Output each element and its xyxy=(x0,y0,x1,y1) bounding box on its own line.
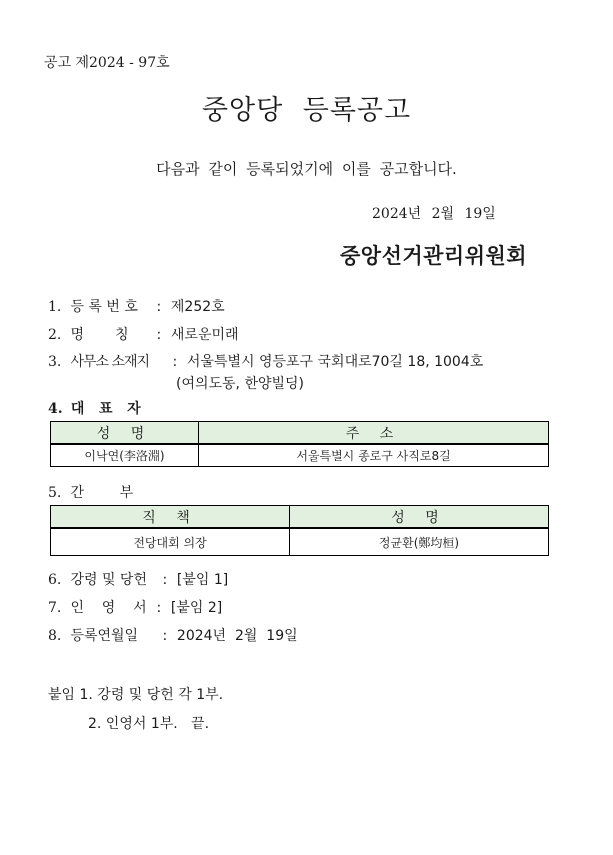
item-colon: : xyxy=(156,299,162,315)
item-value: 서울특별시 영등포구 국회대로70길 18, 1004호 xyxy=(186,354,484,370)
item-colon: : xyxy=(162,572,168,588)
item-label: 강령 및 당헌 xyxy=(70,572,147,588)
notice-number: 공고 제2024 - 97호 xyxy=(44,55,170,71)
item-value: [붙임 1] xyxy=(176,572,229,588)
item-number: 4. xyxy=(48,401,63,417)
item-value: 새로운미래 xyxy=(170,327,239,343)
representative-table xyxy=(50,421,549,467)
attachment-line-1: 붙임 1. 강령 및 당헌 각 1부. xyxy=(48,687,224,703)
item-number: 3. xyxy=(48,354,62,370)
item-number: 2. xyxy=(48,327,62,343)
column-header-address: 주 소 xyxy=(199,422,549,445)
column-header-position: 직 책 xyxy=(51,506,290,529)
item-seal xyxy=(48,597,222,617)
item-label: 등록연월일 xyxy=(70,628,139,644)
table-row xyxy=(51,444,549,467)
item-number: 1. xyxy=(48,299,62,315)
item-party-name xyxy=(48,324,239,344)
item-representative xyxy=(48,398,183,418)
item-number: 7. xyxy=(48,600,62,616)
item-label: 대 표 자 xyxy=(70,401,141,417)
item-label: 사무소 소재지 xyxy=(70,354,150,370)
item-number: 5. xyxy=(48,485,62,501)
representative-name: 이낙연(李洛淵) xyxy=(51,444,199,467)
table-header-row xyxy=(51,506,549,529)
item-platform-constitution xyxy=(48,569,228,589)
officer-position: 전당대회 의장 xyxy=(51,528,290,556)
officers-table xyxy=(50,505,549,556)
notice-date: 2024년 2월 19일 xyxy=(372,206,496,222)
item-label: 명 칭 xyxy=(70,327,129,343)
item-number: 8. xyxy=(48,628,62,644)
item-label: 인 영 서 xyxy=(70,600,147,616)
table-header-row xyxy=(51,422,549,445)
issuer-name: 중앙선거관리위원회 xyxy=(340,244,528,268)
item-value: 제252호 xyxy=(170,299,225,315)
item-number: 6. xyxy=(48,572,62,588)
item-office-address xyxy=(48,351,483,371)
item-colon: : xyxy=(156,327,162,343)
item-label: 등 록 번 호 xyxy=(70,299,138,315)
table-row xyxy=(51,528,549,556)
item-colon: : xyxy=(156,600,162,616)
item-value: [붙임 2] xyxy=(170,600,223,616)
item-colon: : xyxy=(172,354,178,370)
office-address-line2: (여의도동, 한양빌딩) xyxy=(176,376,305,392)
item-value: 2024년 2월 19일 xyxy=(176,628,298,644)
item-colon: : xyxy=(162,628,168,644)
item-registration-date xyxy=(48,625,298,645)
column-header-name: 성 명 xyxy=(290,506,549,529)
attachment-line-2: 2. 인영서 1부. 끝. xyxy=(88,716,210,732)
item-label: 간 부 xyxy=(70,485,134,501)
item-officers xyxy=(48,482,182,502)
item-registration-number xyxy=(48,296,225,316)
representative-address: 서울특별시 종로구 사직로8길 xyxy=(199,444,549,467)
page-title: 중앙당 등록공고 xyxy=(201,95,412,126)
intro-text: 다음과 같이 등록되었기에 이를 공고합니다. xyxy=(156,160,457,178)
officer-name: 정균환(鄭均桓) xyxy=(290,528,549,556)
column-header-name: 성 명 xyxy=(51,422,199,445)
